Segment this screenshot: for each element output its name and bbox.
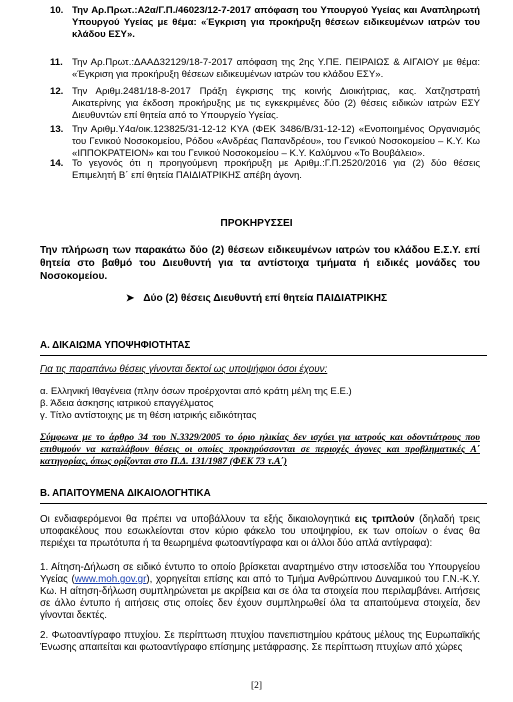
item-text: Το γεγονός ότι η προηγούμενη προκήρυξη με Αριθμ.:Γ.Π.2520/2016 για (2) δύο θέσεις Επιμελητή Β΄ επί θητεία ΠΑΙΔΙΑΤΡΙΚΗΣ απέβη άγονη. — [72, 158, 480, 181]
section-b-title: Β. ΑΠΑΙΤΟΥΜΕΝΑ ΔΙΚΑΙΟΛΟΓΗΤΙΚΑ — [40, 488, 211, 499]
section-divider — [40, 503, 487, 504]
item-text: Την Αρ.Πρωτ.:ΔΑΑΔ32129/18-7-2017 απόφαση της 2ης Υ.ΠΕ. ΠΕΙΡΑΙΩΣ & ΑΙΓΑΙΟΥ με θέμα: «Έγκριση για προκήρυξη θέσεων ειδικευμένων ιατρών του κλάδου ΕΣΥ». — [72, 57, 480, 80]
section-a-title: Α. ΔΙΚΑΙΩΜΑ ΥΠΟΨΗΦΙΟΤΗΤΑΣ — [40, 340, 191, 351]
section-a-subtitle: Για τις παραπάνω θέσεις γίνονται δεκτοί ως υποψήφιοι όσοι έχουν: — [40, 364, 328, 375]
item-number: 11. — [50, 57, 63, 68]
section-b-paragraph-3: 2. Φωτοαντίγραφο πτυχίου. Σε περίπτωση πτυχίου πανεπιστημίου κράτους μέλους της Ευρωπαϊκής Ένωσης απαιτείται και φωτοαντίγραφο επίσημης μετάφρασης. Σε περίπτωση πτυχίων από χώρες — [40, 630, 480, 653]
list-item: γ. Τίτλο αντίστοιχης με τη θέση ιατρικής ειδικότητας — [40, 410, 257, 421]
page-number: [2] — [250, 681, 263, 691]
item-text: Την Αριθμ.2481/18-8-2017 Πράξη έγκρισης της κοινής Διοικήτριας, κας. Χατζηστρατή Αικατερίνης για έκδοση προκήρυξης με τις εγκεκριμένες δύο (2) θέσεις ειδικών ιατρών ΕΣΥ Διευθυντών επί θητεία από το Υπουργείο Υγείας. — [72, 86, 480, 121]
moh-link[interactable]: www.moh.gov.gr — [74, 574, 147, 585]
p1-bold: εις τριπλούν — [354, 514, 415, 525]
section-b-paragraph-2 — [40, 562, 480, 622]
p2-text: ), χορηγείται επίσης και από το Τμήμα Ανθρώπινου Δυναμικού του Γ.Ν.-Κ.Υ. Κω. Η αίτηση-δήλωση συμπληρώνεται με ακρίβεια και σε όλα τα στοιχεία που περιλαμβάνει. Αιτήσεις σε άλλο έντυπο ή αιτήσεις στις οποίες δεν έχουν συμπληρωθεί όλα τα απαιτούμενα στοιχεία, δεν γίνονται δεκτές. — [40, 574, 480, 621]
item-number: 12. — [50, 86, 64, 97]
proclaim-title: ΠΡΟΚΗΡΥΣΣΕΙ — [220, 218, 293, 229]
arrow-icon: ➤ — [125, 293, 135, 304]
intro-paragraph: Την πλήρωση των παρακάτω δύο (2) θέσεων ειδικευμένων ιατρών του κλάδου Ε.Σ.Υ. επί θητεία στο βαθμό του Διευθυντή για τα αντίστοιχα τμήματα ή ειδικές μονάδες του Νοσοκομείου. — [40, 245, 480, 282]
item-number: 13. — [50, 124, 64, 135]
list-item: β. Άδεια άσκησης ιατρικού επαγγέλματος — [40, 398, 214, 409]
p1-text: Οι ενδιαφερόμενοι θα πρέπει να υποβάλλουν τα εξής δικαιολογητικά — [40, 514, 355, 525]
p1-text: (δηλαδή τρεις υποφακέλους που εσωκλείονται στον κύριο φάκελο του υποψηφίου, εκ των οποίων ο ένας θα περιέχει τα πρωτότυπα ή τα θεωρημένα φωτοαντίγραφα και οι άλλοι δύο απλά αντίγραφα): — [40, 514, 480, 549]
law-note: Σύμφωνα με το άρθρο 34 του Ν.3329/2005 το όριο ηλικίας δεν ισχύει για ιατρούς και οδοντιάτρους που επιθυμούν να καταλάβουν θέσεις οι οποίες προκηρύσσονται σε περιοχές άγονες και προβληματικές Α΄ κατηγορίας, όπως ορίζονται στο Π.Δ. 131/1987 (ΦΕΚ 73 τ.Α΄) — [40, 432, 480, 467]
list-item: α. Ελληνική Ιθαγένεια (πλην όσων προέρχονται από κράτη μέλη της Ε.Ε.) — [40, 386, 352, 397]
p2-text: 1. Αίτηση-Δήλωση σε ειδικό έντυπο το οποίο βρίσκεται αναρτημένο στην ιστοσελίδα του Υπουργείου Υγείας ( — [40, 562, 480, 585]
positions-line — [0, 293, 513, 304]
section-b-paragraph-1 — [40, 514, 480, 550]
item-number: 10. — [50, 5, 64, 16]
item-number: 14. — [50, 158, 64, 169]
item-text: Την Αριθμ.Υ4α/οικ.123825/31-12-12 ΚΥΑ (ΦΕΚ 3486/Β/31-12-12) «Ενοποιημένος Οργανισμός του Γενικού Νοσοκομείου, Ρόδου «Ανδρέας Παπανδρέου», του Γενικού Νοσοκομείου – Κ.Υ. Κω «ΙΠΠΟΚΡΑΤΕΙΟΝ» και του Γενικού Νοσοκομείου – Κ.Υ. Καλύμνου «Το Βουβάλειο». — [72, 124, 480, 159]
item-text: Την Αρ.Πρωτ.:Α2α/Γ.Π./46023/12-7-2017 απόφαση του Υπουργού Υγείας και Αναπληρωτή Υπουργού Υγείας με θέμα: «Έγκριση για προκήρυξη θέσεων ειδικευμένων ιατρών του κλάδου ΕΣΥ». — [72, 5, 480, 40]
eligibility-list — [40, 386, 480, 422]
positions-text: Δύο (2) θέσεις Διευθυντή επί θητεία ΠΑΙΔΙΑΤΡΙΚΗΣ — [143, 293, 388, 304]
section-divider — [40, 355, 487, 356]
